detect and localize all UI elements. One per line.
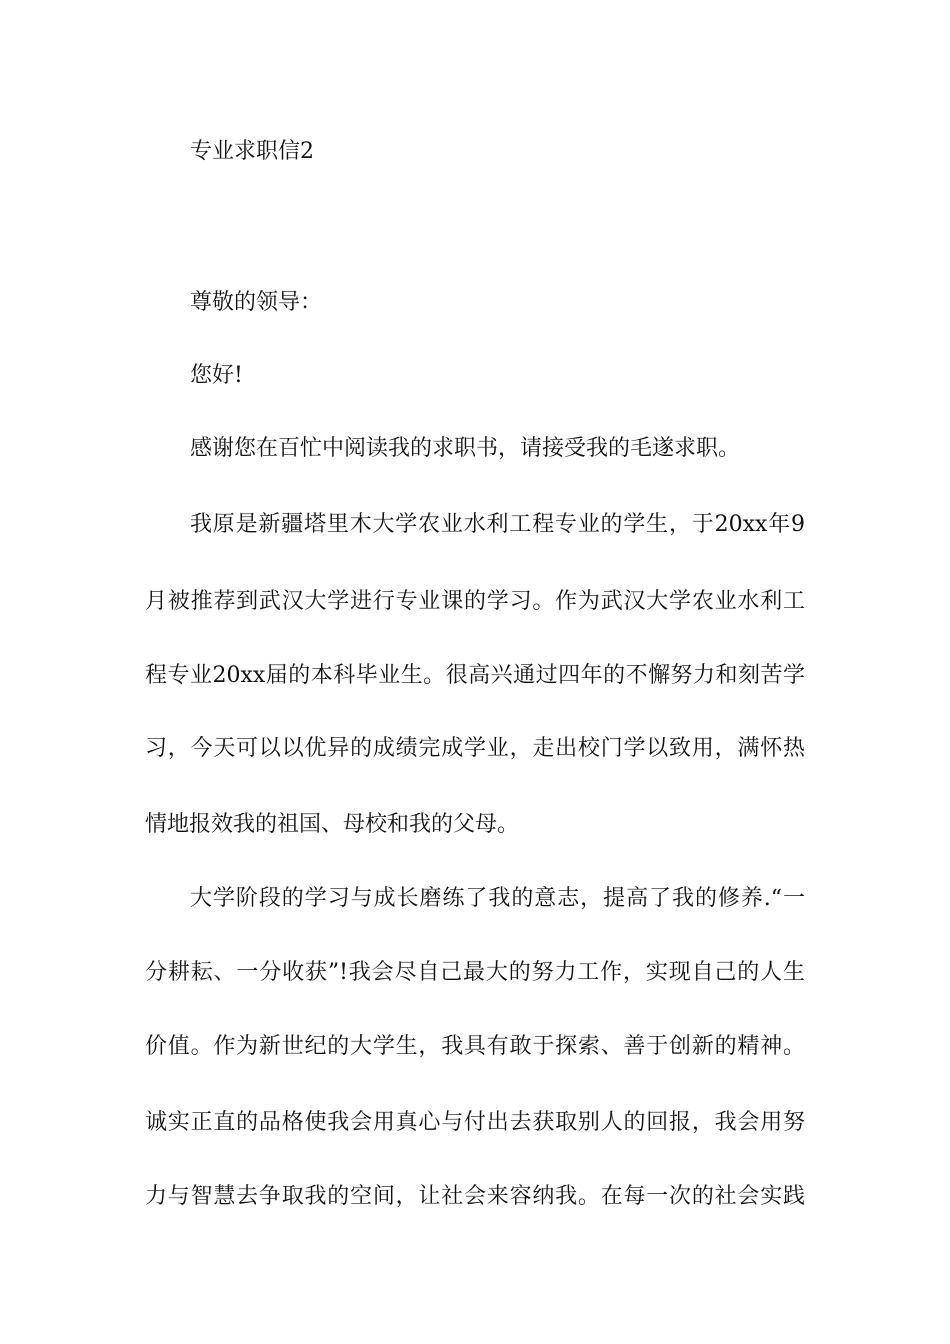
paragraph-line: 力与智慧去争取我的空间，让社会来容纳我。在每一次的社会实践 (145, 1184, 805, 1209)
paragraph-line: 价值。作为新世纪的大学生，我具有敢于探索、善于创新的精神。 (145, 1034, 805, 1059)
paragraph-line: 诚实正直的品格使我会用真心与付出去获取别人的回报，我会用努 (145, 1110, 805, 1135)
paragraph-line: 月被推荐到武汉大学进行专业课的学习。作为武汉大学农业水利工 (145, 589, 805, 614)
paragraph-line: 程专业20xx届的本科毕业生。很高兴通过四年的不懈努力和刻苦学 (145, 663, 805, 688)
greeting: 您好! (190, 363, 243, 388)
document-title: 专业求职信2 (190, 139, 314, 164)
paragraph-line: 分耕耘、一分收获”!我会尽自己最大的努力工作，实现自己的人生 (145, 960, 805, 985)
paragraph-line: 感谢您在百忙中阅读我的求职书，请接受我的毛遂求职。 (190, 436, 741, 461)
paragraph-line: 习，今天可以以优异的成绩完成学业，走出校门学以致用，满怀热 (145, 736, 805, 761)
paragraph-line: 我原是新疆塔里木大学农业水利工程专业的学生，于20xx年9 (190, 512, 805, 537)
paragraph-line: 情地报效我的祖国、母校和我的父母。 (145, 812, 520, 837)
salutation: 尊敬的领导： (190, 290, 323, 315)
paragraph-line: 大学阶段的学习与成长磨练了我的意志，提高了我的修养.“一 (190, 886, 805, 911)
